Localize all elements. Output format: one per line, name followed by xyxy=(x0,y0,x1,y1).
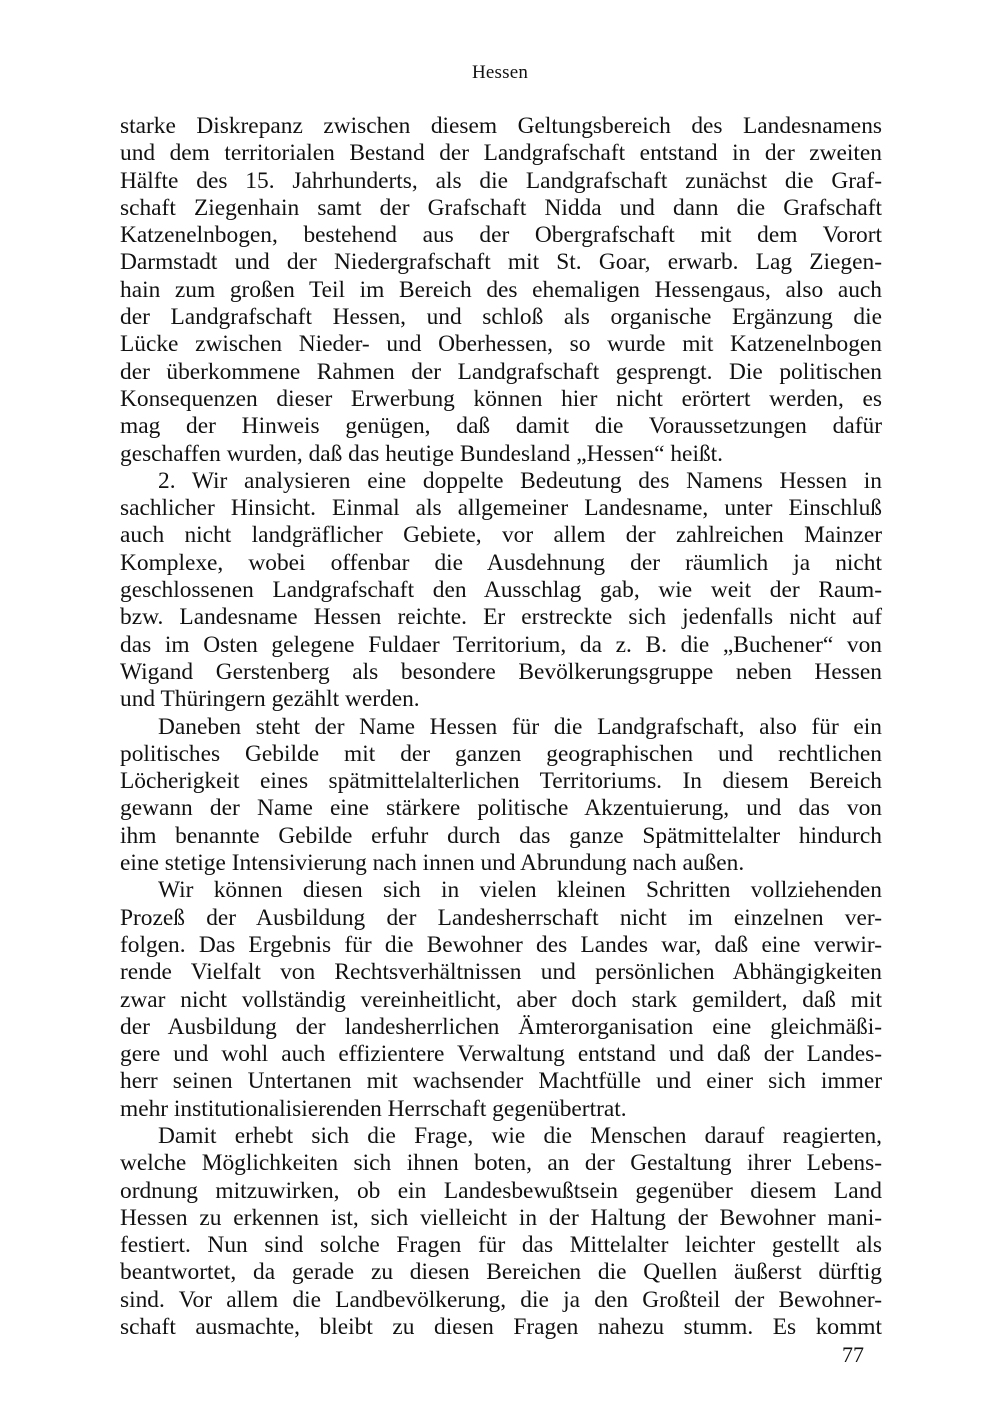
text-line: zwar nicht vollständig vereinheitlicht, aber doch stark gemildert, daß mit xyxy=(120,986,882,1013)
text-line: und dem territorialen Bestand der Landgrafschaft entstand in der zweiten xyxy=(120,140,882,167)
text-line: und Thüringern gezählt werden. xyxy=(120,686,420,713)
text-line: herr seinen Untertanen mit wachsender Machtfülle und einer sich immer xyxy=(120,1068,882,1095)
text-line: auch nicht landgräflicher Gebiete, vor allem der zahlreichen Mainzer xyxy=(120,522,882,549)
text-line: sachlicher Hinsicht. Einmal als allgemeiner Landesname, unter Einschluß xyxy=(120,495,882,522)
text-line: rende Vielfalt von Rechtsverhältnissen und persönlichen Abhängigkeiten xyxy=(120,959,882,986)
running-head: Hessen xyxy=(471,62,529,83)
text-line: beantwortet, da gerade zu diesen Bereichen die Quellen äußerst dürftig xyxy=(120,1259,882,1286)
text-line: Konsequenzen dieser Erwerbung können hier nicht erörtert werden, es xyxy=(120,385,882,412)
text-line: der Ausbildung der landesherrlichen Ämterorganisation eine gleichmäßi- xyxy=(120,1013,882,1040)
text-line: Hessen zu erkennen ist, sich vielleicht in der Haltung der Bewohner mani- xyxy=(120,1204,882,1231)
text-line: Damit erhebt sich die Frage, wie die Menschen darauf reagierten, xyxy=(158,1122,882,1149)
text-line: Katzenelnbogen, bestehend aus der Obergrafschaft mit dem Vorort xyxy=(120,222,882,249)
text-line: gere und wohl auch effizientere Verwaltung entstand und daß der Landes- xyxy=(120,1041,882,1068)
text-line: Darmstadt und der Niedergrafschaft mit St. Goar, erwarb. Lag Ziegen- xyxy=(120,249,882,276)
text-line: festiert. Nun sind solche Fragen für das Mittelalter leichter gestellt als xyxy=(120,1232,882,1259)
text-line: Löcherigkeit eines spätmittelalterlichen Territoriums. In diesem Bereich xyxy=(120,768,882,795)
text-line: sind. Vor allem die Landbevölkerung, die ja den Großteil der Bewohner- xyxy=(120,1286,882,1313)
text-line: Wigand Gerstenberg als besondere Bevölkerungsgruppe neben Hessen xyxy=(120,658,882,685)
text-line: mehr institutionalisierenden Herrschaft gegenübertrat. xyxy=(120,1095,627,1122)
text-line: ihm benannte Gebilde erfuhr durch das ganze Spätmittelalter hindurch xyxy=(120,822,882,849)
text-line: geschaffen wurden, daß das heutige Bundesland „Hessen“ heißt. xyxy=(120,440,723,467)
text-line: politisches Gebilde mit der ganzen geographischen und rechtlichen xyxy=(120,740,882,767)
text-line: folgen. Das Ergebnis für die Bewohner des Landes war, daß eine verwir- xyxy=(120,931,882,958)
body-text xyxy=(120,113,882,1341)
text-line: schaft Ziegenhain samt der Grafschaft Nidda und dann die Grafschaft xyxy=(120,194,882,221)
text-line: mag der Hinweis genügen, daß damit die Voraussetzungen dafür xyxy=(120,413,882,440)
text-line: Komplexe, wobei offenbar die Ausdehnung der räumlich ja nicht xyxy=(120,549,882,576)
page-number: 77 xyxy=(842,1342,864,1367)
text-line: geschlossenen Landgrafschaft den Ausschlag gab, wie weit der Raum- xyxy=(120,577,882,604)
text-line: das im Osten gelegene Fuldaer Territorium, da z. B. die „Buchener“ von xyxy=(120,631,882,658)
text-line: der überkommene Rahmen der Landgrafschaft gesprengt. Die politischen xyxy=(120,358,882,385)
text-line: eine stetige Intensivierung nach innen und Abrundung nach außen. xyxy=(120,850,745,877)
text-line: Wir können diesen sich in vielen kleinen Schritten vollziehenden xyxy=(158,877,882,904)
text-line: der Landgrafschaft Hessen, und schloß als organische Ergänzung die xyxy=(120,304,882,331)
text-line: Prozeß der Ausbildung der Landesherrschaft nicht im einzelnen ver- xyxy=(120,904,882,931)
text-line: Lücke zwischen Nieder- und Oberhessen, so wurde mit Katzenelnbogen xyxy=(120,331,882,358)
text-line: gewann der Name eine stärkere politische Akzentuierung, und das von xyxy=(120,795,882,822)
text-line: hain zum großen Teil im Bereich des ehemaligen Hessengaus, also auch xyxy=(120,276,882,303)
text-line: welche Möglichkeiten sich ihnen boten, an der Gestaltung ihrer Lebens- xyxy=(120,1150,882,1177)
text-line: 2. Wir analysieren eine doppelte Bedeutung des Namens Hessen in xyxy=(158,467,882,494)
text-line: ordnung mitzuwirken, ob ein Landesbewußtsein gegenüber diesem Land xyxy=(120,1177,882,1204)
text-line: starke Diskrepanz zwischen diesem Geltungsbereich des Landesnamens xyxy=(120,113,882,139)
text-line: Hälfte des 15. Jahrhunderts, als die Landgrafschaft zunächst die Graf- xyxy=(120,167,882,194)
text-line: schaft ausmachte, bleibt zu diesen Fragen nahezu stumm. Es kommt xyxy=(120,1314,882,1341)
text-line: Daneben steht der Name Hessen für die Landgrafschaft, also für ein xyxy=(158,713,882,740)
text-line: bzw. Landesname Hessen reichte. Er erstreckte sich jedenfalls nicht auf xyxy=(120,604,882,631)
